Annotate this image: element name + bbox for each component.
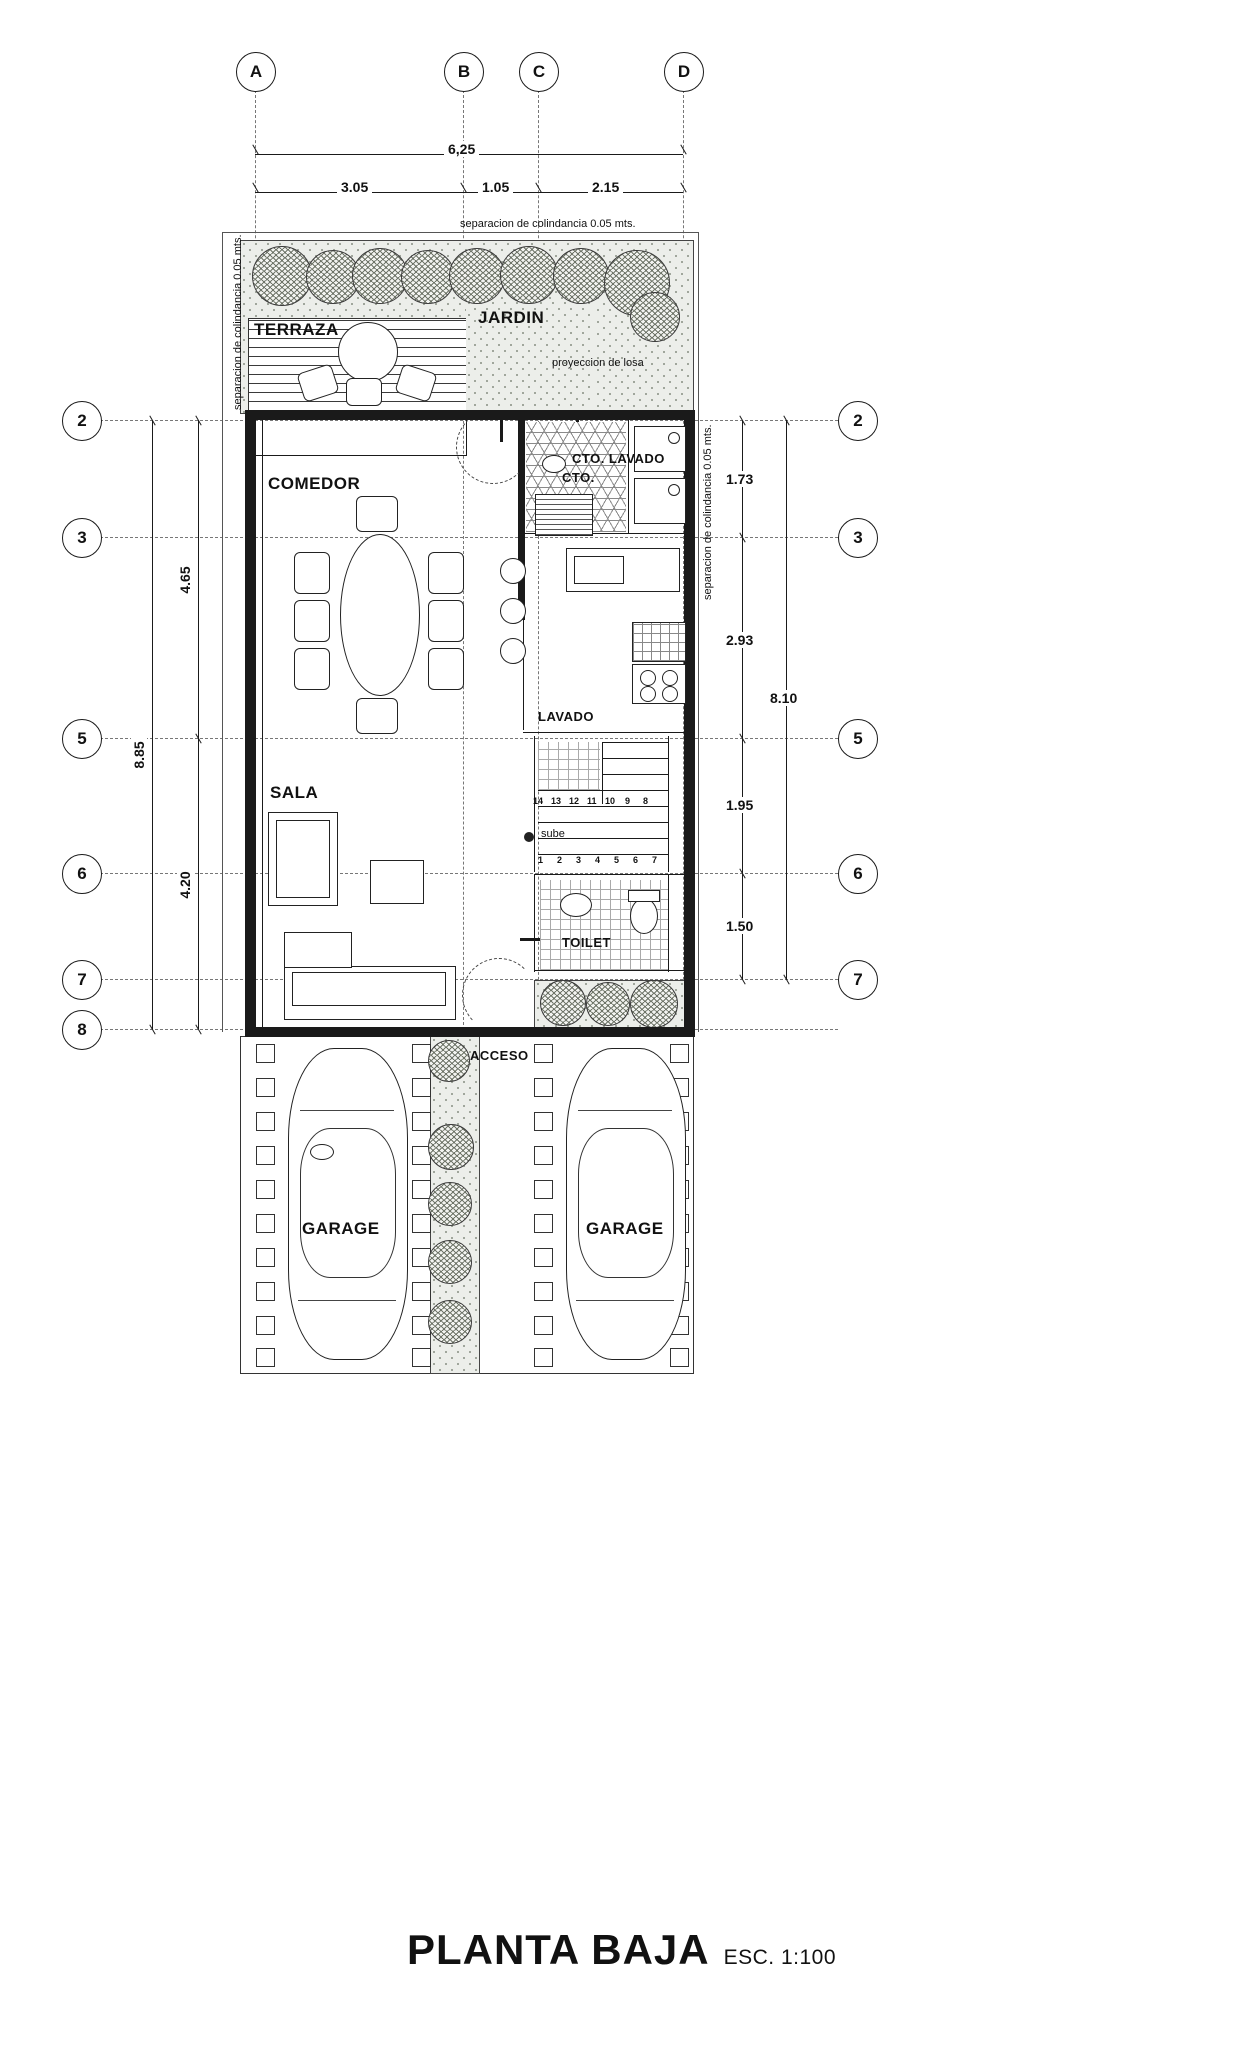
paving-cell xyxy=(534,1348,553,1367)
colindancia-top xyxy=(222,232,698,233)
tree-icon xyxy=(586,982,630,1026)
dim-left-outer: 8.85 xyxy=(131,737,147,772)
dim-overall-top: 6,25 xyxy=(444,141,479,157)
stair-tread xyxy=(602,774,668,775)
stove-burner xyxy=(662,686,678,702)
tree-icon xyxy=(630,292,680,342)
dim-left-lower: 4.20 xyxy=(177,867,193,902)
stair-number: 3 xyxy=(576,855,582,865)
room-label-cocina: LAVADO xyxy=(538,709,594,724)
kitchen-counter-right xyxy=(632,622,686,662)
paving-cell xyxy=(534,1248,553,1267)
paving-cell xyxy=(670,1348,689,1367)
stair-tread xyxy=(538,822,668,823)
grid-bubble-7-left[interactable]: 7 xyxy=(62,960,102,1000)
toilet-door xyxy=(520,938,542,941)
tree-icon xyxy=(428,1300,472,1344)
tree-icon xyxy=(449,248,505,304)
terrace-chair xyxy=(346,378,382,406)
paving-cell xyxy=(670,1044,689,1063)
paving-cell xyxy=(256,1214,275,1233)
title-block xyxy=(0,1926,1243,1974)
grid-bubble-5-left[interactable]: 5 xyxy=(62,719,102,759)
lavabo-icon xyxy=(560,893,592,917)
page-title: PLANTA BAJA xyxy=(406,1926,710,1973)
grid-bubble-2-left[interactable]: 2 xyxy=(62,401,102,441)
dim-line-right-seg xyxy=(742,420,743,979)
dim-left-upper: 4.65 xyxy=(177,562,193,597)
paving-cell xyxy=(256,1112,275,1131)
grid-bubble-2-right[interactable]: 2 xyxy=(838,401,878,441)
stove-burner xyxy=(640,670,656,686)
paving-cell xyxy=(256,1348,275,1367)
dining-chair xyxy=(294,552,330,594)
tree-icon xyxy=(540,980,586,1026)
dining-chair xyxy=(294,648,330,690)
dim-right-seg-2: 2.93 xyxy=(722,632,757,648)
car-detail-line xyxy=(298,1300,396,1301)
stair-tread xyxy=(602,742,668,743)
wall-bottom-exterior xyxy=(245,1027,695,1037)
dim-seg-a-b: 3.05 xyxy=(337,179,372,195)
tree-icon xyxy=(252,246,312,306)
paving-cell xyxy=(534,1316,553,1335)
room-label-toilet: TOILET xyxy=(562,935,611,950)
toilet-bottom-wall xyxy=(534,970,684,971)
stair-number: 4 xyxy=(595,855,601,865)
note-sube: sube xyxy=(541,828,565,840)
dining-chair xyxy=(428,552,464,594)
cocina-bottom-wall xyxy=(523,732,685,733)
dim-seg-b-c: 1.05 xyxy=(478,179,513,195)
grid-line-5 xyxy=(100,738,838,739)
bar-stool xyxy=(500,638,526,664)
room-label-garage-right: GARAGE xyxy=(586,1219,664,1238)
stair-number: 6 xyxy=(633,855,639,865)
note-proyeccion-losa: proyeccion de losa xyxy=(552,357,644,369)
bar-stool xyxy=(500,558,526,584)
paving-cell xyxy=(534,1044,553,1063)
room-label-garage-left: GARAGE xyxy=(302,1219,380,1238)
comedor-upper-band xyxy=(254,455,466,456)
grid-bubble-b[interactable]: B xyxy=(444,52,484,92)
tree-icon xyxy=(401,250,455,304)
paving-cell xyxy=(256,1146,275,1165)
grid-bubble-7-right[interactable]: 7 xyxy=(838,960,878,1000)
appliance-knob xyxy=(668,432,680,444)
grid-line-6 xyxy=(100,873,838,874)
paving-cell xyxy=(256,1180,275,1199)
grid-bubble-6-right[interactable]: 6 xyxy=(838,854,878,894)
wall-left-inner-face xyxy=(262,418,263,1028)
dining-chair xyxy=(428,600,464,642)
stair-number: 8 xyxy=(643,796,649,806)
paving-cell xyxy=(534,1214,553,1233)
tree-icon xyxy=(630,980,678,1028)
room-label-cto: CTO. LAVADO xyxy=(572,451,665,466)
sube-marker xyxy=(524,832,534,842)
dining-table xyxy=(340,534,420,696)
door-swing-terrace xyxy=(456,410,530,484)
toilet-top-wall xyxy=(534,874,684,875)
paving-cell xyxy=(412,1214,431,1233)
paving-cell xyxy=(412,1112,431,1131)
room-label-comedor: COMEDOR xyxy=(268,474,361,493)
grid-bubble-a[interactable]: A xyxy=(236,52,276,92)
grid-bubble-c[interactable]: C xyxy=(519,52,559,92)
coffee-table-icon xyxy=(370,860,424,904)
stove-burner xyxy=(662,670,678,686)
note-separacion-left: separacion de colindancia 0.05 mts. xyxy=(232,234,244,410)
grid-bubble-d[interactable]: D xyxy=(664,52,704,92)
toilet-wall-left xyxy=(534,874,535,972)
grid-bubble-5-right[interactable]: 5 xyxy=(838,719,878,759)
stair-number: 10 xyxy=(605,796,616,806)
grid-line-3 xyxy=(100,537,838,538)
grid-bubble-8-left[interactable]: 8 xyxy=(62,1010,102,1050)
sofa-cushion xyxy=(292,972,446,1006)
stair-number: 5 xyxy=(614,855,620,865)
tree-icon xyxy=(428,1040,470,1082)
paving-cell xyxy=(534,1078,553,1097)
dim-line-left-outer xyxy=(152,420,153,1029)
paving-cell xyxy=(256,1282,275,1301)
tree-icon xyxy=(428,1182,472,1226)
tree-icon xyxy=(428,1124,474,1170)
car-detail-line xyxy=(300,1110,394,1111)
dining-chair xyxy=(356,698,398,734)
stair-number: 9 xyxy=(625,796,631,806)
wc-icon xyxy=(630,898,658,934)
stair-number: 11 xyxy=(587,796,597,806)
grid-bubble-3-left[interactable]: 3 xyxy=(62,518,102,558)
note-separacion-right: separacion de colindancia 0.05 mts. xyxy=(702,424,714,600)
paving-cell xyxy=(412,1282,431,1301)
bar-stool xyxy=(500,598,526,624)
paving-cell xyxy=(534,1146,553,1165)
dim-right-seg-4: 1.50 xyxy=(722,918,757,934)
stair-landing-hatch xyxy=(538,742,600,790)
side-table-icon xyxy=(284,932,352,968)
paving-cell xyxy=(412,1078,431,1097)
washer-icon xyxy=(535,494,593,536)
tree-icon xyxy=(352,248,408,304)
dim-line-left-inner xyxy=(198,420,199,1029)
tree-icon xyxy=(428,1240,472,1284)
door-swing-acceso xyxy=(462,958,536,1032)
paving-cell xyxy=(534,1282,553,1301)
dining-chair xyxy=(294,600,330,642)
car-cabin xyxy=(578,1128,674,1278)
paving-cell xyxy=(256,1248,275,1267)
tree-icon xyxy=(553,248,609,304)
lavado-partition xyxy=(628,420,629,533)
car-detail-line xyxy=(578,1110,672,1111)
paving-cell xyxy=(534,1112,553,1131)
stair-number: 14 xyxy=(533,796,544,806)
wall-left-exterior xyxy=(245,410,256,1037)
paving-cell xyxy=(256,1316,275,1335)
stove-burner xyxy=(640,686,656,702)
dim-right-overall: 8.10 xyxy=(766,690,801,706)
stair-number: 12 xyxy=(569,796,580,806)
room-label-lavado: CTO. xyxy=(562,470,595,485)
dim-right-seg-3: 1.95 xyxy=(722,797,757,813)
stair-number: 2 xyxy=(557,855,563,865)
stair-number: 1 xyxy=(538,855,544,865)
paving-cell xyxy=(256,1078,275,1097)
colindancia-right xyxy=(698,232,699,1032)
paving-cell xyxy=(256,1044,275,1063)
stair-tread xyxy=(538,806,668,807)
kitchen-sink-basin xyxy=(574,556,624,584)
dim-seg-c-d: 2.15 xyxy=(588,179,623,195)
tree-icon xyxy=(500,246,558,304)
room-label-terraza: TERRAZA xyxy=(254,320,339,339)
room-label-acceso: ACCESO xyxy=(470,1048,529,1063)
grid-bubble-6-left[interactable]: 6 xyxy=(62,854,102,894)
colindancia-left xyxy=(222,232,223,1032)
stair-tread xyxy=(538,790,668,791)
room-label-jardin: JARDIN xyxy=(478,308,545,327)
stair-number: 13 xyxy=(551,796,562,806)
wc-tank xyxy=(628,890,660,902)
car-detail-line xyxy=(576,1300,674,1301)
car-mirror xyxy=(310,1144,334,1160)
terrace-table xyxy=(338,322,398,382)
stair-wall-right xyxy=(668,736,669,872)
armchair-cushion xyxy=(276,820,330,898)
paving-cell xyxy=(534,1180,553,1199)
dim-right-seg-1: 1.73 xyxy=(722,471,757,487)
dining-chair xyxy=(356,496,398,532)
stair-center-stringer xyxy=(602,742,603,804)
note-separacion-top: separacion de colindancia 0.05 mts. xyxy=(460,218,636,230)
room-label-sala: SALA xyxy=(270,783,319,802)
paving-cell xyxy=(412,1348,431,1367)
scale-label: ESC. 1:100 xyxy=(723,1946,837,1969)
grid-bubble-3-right[interactable]: 3 xyxy=(838,518,878,558)
appliance-knob xyxy=(668,484,680,496)
dining-chair xyxy=(428,648,464,690)
stair-tread xyxy=(602,758,668,759)
stair-number: 7 xyxy=(652,855,658,865)
toilet-wall-right xyxy=(668,874,669,972)
